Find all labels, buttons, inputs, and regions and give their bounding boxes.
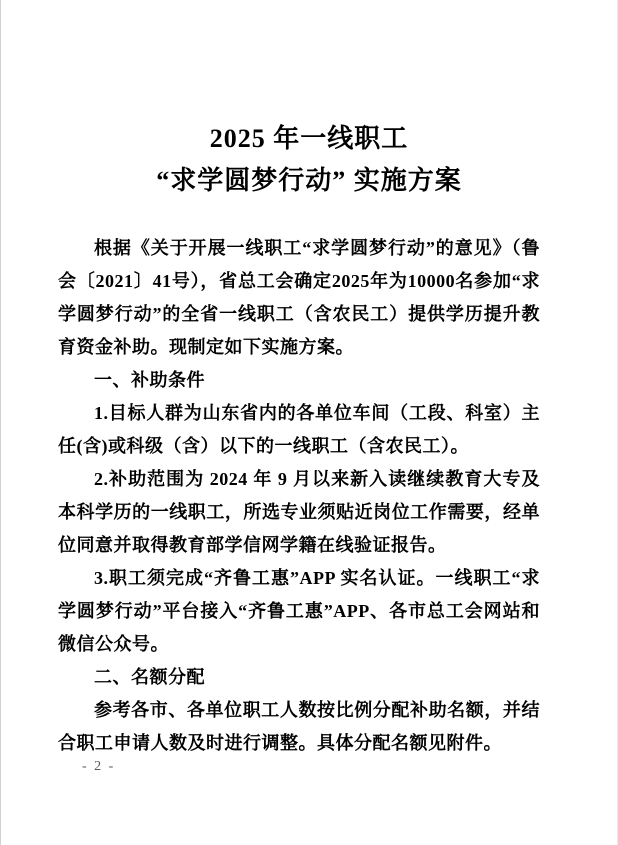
section-heading-2: 二、名额分配 (94, 667, 205, 687)
document-title-line1: 2025 年一线职工 (209, 124, 409, 153)
page-number: - 2 - (82, 759, 116, 774)
paragraph-item-2: 2.补助范围为 2024 年 9 月以来新入读继续教育大专及本科学历的一线职工，所选专业须贴近岗位工作需要，经单位同意并取得教育部学信网学籍在线验证报告。 (58, 469, 540, 555)
section-heading-1: 一、补助条件 (94, 370, 205, 390)
paragraph-closing: 参考各市、各单位职工人数按比例分配补助名额，并结合职工申请人数及时进行调整。具体分配名额见附件。 (58, 700, 540, 753)
document-title-line2: “求学圆梦行动” 实施方案 (156, 166, 462, 195)
paragraph-item-1: 1.目标人群为山东省内的各单位车间（工段、科室）主任(含)或科级（含）以下的一线职工（含农民工）。 (58, 403, 540, 456)
document-title (0, 118, 618, 202)
paragraph-intro: 根据《关于开展一线职工“求学圆梦行动”的意见》（鲁会〔2021〕41号），省总工会确定2025年为10000名参加“求学圆梦行动”的全省一线职工（含农民工）提供学历提升教育资金补助。现制定如下实施方案。 (58, 238, 540, 357)
document-body (58, 232, 540, 760)
paragraph-item-3: 3.职工须完成“齐鲁工惠”APP 实名认证。一线职工“求学圆梦行动”平台接入“齐鲁工惠”APP、各市总工会网站和微信公众号。 (58, 568, 540, 654)
